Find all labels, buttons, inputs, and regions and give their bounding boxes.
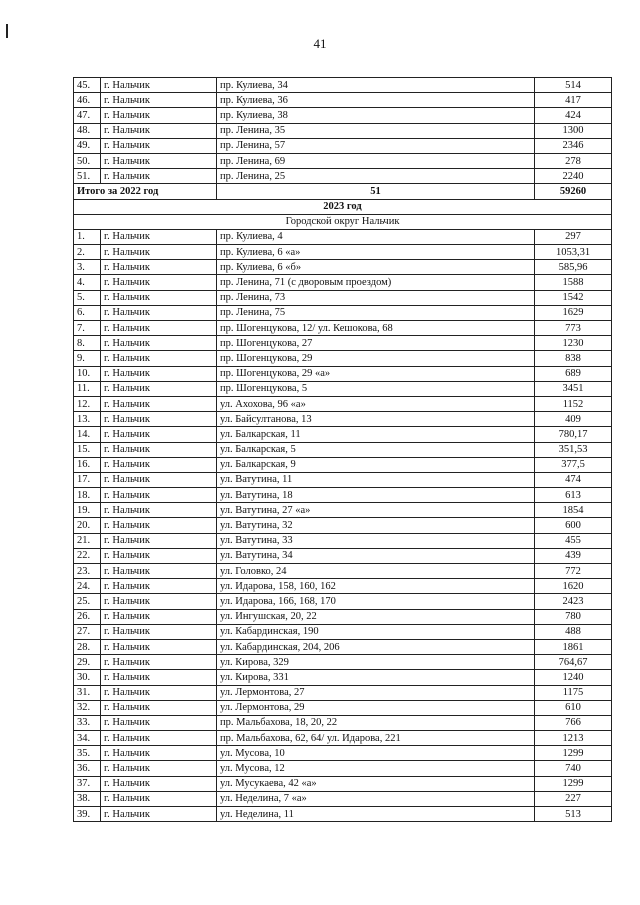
row-city: г. Нальчик bbox=[101, 624, 217, 639]
row-city: г. Нальчик bbox=[101, 776, 217, 791]
row-address: ул. Ингушская, 20, 22 bbox=[217, 609, 535, 624]
row-address: пр. Ленина, 35 bbox=[217, 123, 535, 138]
row-area: 1299 bbox=[535, 776, 612, 791]
row-area: 227 bbox=[535, 791, 612, 806]
row-city: г. Нальчик bbox=[101, 746, 217, 761]
row-number: 45. bbox=[74, 78, 101, 93]
row-city: г. Нальчик bbox=[101, 442, 217, 457]
table-row bbox=[74, 579, 612, 594]
row-area: 1629 bbox=[535, 305, 612, 320]
table-row bbox=[74, 245, 612, 260]
row-city: г. Нальчик bbox=[101, 472, 217, 487]
row-area: 740 bbox=[535, 761, 612, 776]
table-row bbox=[74, 366, 612, 381]
row-area: 1620 bbox=[535, 579, 612, 594]
row-address: пр. Кулиева, 6 «а» bbox=[217, 245, 535, 260]
total-area: 59260 bbox=[535, 184, 612, 199]
table-row bbox=[74, 78, 612, 93]
row-number: 24. bbox=[74, 579, 101, 594]
row-area: 488 bbox=[535, 624, 612, 639]
row-address: пр. Шогенцукова, 29 bbox=[217, 351, 535, 366]
row-address: пр. Ленина, 25 bbox=[217, 169, 535, 184]
row-number: 7. bbox=[74, 321, 101, 336]
row-city: г. Нальчик bbox=[101, 700, 217, 715]
row-number: 20. bbox=[74, 518, 101, 533]
row-area: 585,96 bbox=[535, 260, 612, 275]
row-city: г. Нальчик bbox=[101, 366, 217, 381]
row-number: 18. bbox=[74, 488, 101, 503]
row-city: г. Нальчик bbox=[101, 579, 217, 594]
table-row bbox=[74, 685, 612, 700]
row-area: 514 bbox=[535, 78, 612, 93]
row-area: 1053,31 bbox=[535, 245, 612, 260]
table-row bbox=[74, 761, 612, 776]
row-address: пр. Кулиева, 6 «б» bbox=[217, 260, 535, 275]
row-area: 1300 bbox=[535, 123, 612, 138]
row-area: 1299 bbox=[535, 746, 612, 761]
row-area: 1240 bbox=[535, 670, 612, 685]
table-row bbox=[74, 412, 612, 427]
table-row bbox=[74, 427, 612, 442]
district-header: Городской округ Нальчик bbox=[74, 214, 612, 229]
row-area: 1588 bbox=[535, 275, 612, 290]
row-city: г. Нальчик bbox=[101, 336, 217, 351]
row-number: 35. bbox=[74, 746, 101, 761]
row-area: 424 bbox=[535, 108, 612, 123]
row-number: 29. bbox=[74, 655, 101, 670]
table-row bbox=[74, 472, 612, 487]
row-number: 38. bbox=[74, 791, 101, 806]
table-row bbox=[74, 381, 612, 396]
rows-2023 bbox=[74, 229, 612, 821]
row-area: 1854 bbox=[535, 503, 612, 518]
table-row bbox=[74, 731, 612, 746]
row-number: 5. bbox=[74, 290, 101, 305]
row-area: 455 bbox=[535, 533, 612, 548]
row-address: пр. Ленина, 69 bbox=[217, 153, 535, 168]
row-number: 13. bbox=[74, 412, 101, 427]
table-row bbox=[74, 609, 612, 624]
row-city: г. Нальчик bbox=[101, 229, 217, 244]
row-number: 17. bbox=[74, 472, 101, 487]
table-row bbox=[74, 108, 612, 123]
table-row bbox=[74, 93, 612, 108]
table-row bbox=[74, 290, 612, 305]
row-number: 22. bbox=[74, 548, 101, 563]
summary-block bbox=[74, 184, 612, 230]
row-address: пр. Шогенцукова, 27 bbox=[217, 336, 535, 351]
row-number: 16. bbox=[74, 457, 101, 472]
row-area: 351,53 bbox=[535, 442, 612, 457]
table-row bbox=[74, 746, 612, 761]
row-city: г. Нальчик bbox=[101, 685, 217, 700]
row-number: 34. bbox=[74, 731, 101, 746]
table-row bbox=[74, 305, 612, 320]
row-address: ул. Ватутина, 11 bbox=[217, 472, 535, 487]
row-number: 49. bbox=[74, 138, 101, 153]
table-row bbox=[74, 503, 612, 518]
row-number: 12. bbox=[74, 396, 101, 411]
row-number: 8. bbox=[74, 336, 101, 351]
row-address: ул. Ахохова, 96 «а» bbox=[217, 396, 535, 411]
row-address: ул. Мусова, 12 bbox=[217, 761, 535, 776]
row-area: 1152 bbox=[535, 396, 612, 411]
row-number: 15. bbox=[74, 442, 101, 457]
table-row bbox=[74, 700, 612, 715]
row-city: г. Нальчик bbox=[101, 670, 217, 685]
table-row bbox=[74, 229, 612, 244]
row-area: 780,17 bbox=[535, 427, 612, 442]
row-number: 23. bbox=[74, 564, 101, 579]
row-city: г. Нальчик bbox=[101, 594, 217, 609]
row-city: г. Нальчик bbox=[101, 275, 217, 290]
row-area: 838 bbox=[535, 351, 612, 366]
row-address: пр. Ленина, 73 bbox=[217, 290, 535, 305]
row-area: 780 bbox=[535, 609, 612, 624]
row-city: г. Нальчик bbox=[101, 78, 217, 93]
row-area: 613 bbox=[535, 488, 612, 503]
row-city: г. Нальчик bbox=[101, 655, 217, 670]
row-area: 1542 bbox=[535, 290, 612, 305]
row-number: 32. bbox=[74, 700, 101, 715]
row-city: г. Нальчик bbox=[101, 351, 217, 366]
table-row bbox=[74, 442, 612, 457]
row-number: 47. bbox=[74, 108, 101, 123]
row-area: 610 bbox=[535, 700, 612, 715]
row-area: 409 bbox=[535, 412, 612, 427]
row-number: 9. bbox=[74, 351, 101, 366]
row-city: г. Нальчик bbox=[101, 548, 217, 563]
row-city: г. Нальчик bbox=[101, 169, 217, 184]
row-address: ул. Неделина, 7 «а» bbox=[217, 791, 535, 806]
row-area: 278 bbox=[535, 153, 612, 168]
row-number: 37. bbox=[74, 776, 101, 791]
row-number: 3. bbox=[74, 260, 101, 275]
table-row bbox=[74, 488, 612, 503]
row-address: ул. Лермонтова, 27 bbox=[217, 685, 535, 700]
table-row bbox=[74, 639, 612, 654]
row-address: пр. Мальбахова, 18, 20, 22 bbox=[217, 715, 535, 730]
row-number: 27. bbox=[74, 624, 101, 639]
row-area: 513 bbox=[535, 807, 612, 822]
row-address: ул. Кирова, 329 bbox=[217, 655, 535, 670]
row-address: ул. Кабардинская, 190 bbox=[217, 624, 535, 639]
row-number: 19. bbox=[74, 503, 101, 518]
row-number: 28. bbox=[74, 639, 101, 654]
row-area: 766 bbox=[535, 715, 612, 730]
row-city: г. Нальчик bbox=[101, 305, 217, 320]
row-number: 50. bbox=[74, 153, 101, 168]
row-address: пр. Шогенцукова, 12/ ул. Кешокова, 68 bbox=[217, 321, 535, 336]
row-city: г. Нальчик bbox=[101, 108, 217, 123]
row-number: 39. bbox=[74, 807, 101, 822]
registry-table bbox=[73, 77, 612, 822]
table-row bbox=[74, 169, 612, 184]
row-city: г. Нальчик bbox=[101, 518, 217, 533]
row-address: ул. Ватутина, 32 bbox=[217, 518, 535, 533]
row-city: г. Нальчик bbox=[101, 412, 217, 427]
row-number: 46. bbox=[74, 93, 101, 108]
row-address: ул. Идарова, 166, 168, 170 bbox=[217, 594, 535, 609]
table-row bbox=[74, 396, 612, 411]
row-number: 1. bbox=[74, 229, 101, 244]
row-city: г. Нальчик bbox=[101, 807, 217, 822]
row-city: г. Нальчик bbox=[101, 381, 217, 396]
row-number: 6. bbox=[74, 305, 101, 320]
row-address: пр. Шогенцукова, 5 bbox=[217, 381, 535, 396]
row-city: г. Нальчик bbox=[101, 761, 217, 776]
row-city: г. Нальчик bbox=[101, 123, 217, 138]
total-count: 51 bbox=[217, 184, 535, 199]
row-number: 33. bbox=[74, 715, 101, 730]
district-header-row bbox=[74, 214, 612, 229]
row-city: г. Нальчик bbox=[101, 321, 217, 336]
table-row bbox=[74, 457, 612, 472]
row-address: ул. Кирова, 331 bbox=[217, 670, 535, 685]
row-address: ул. Балкарская, 9 bbox=[217, 457, 535, 472]
row-number: 4. bbox=[74, 275, 101, 290]
row-address: пр. Ленина, 75 bbox=[217, 305, 535, 320]
table-row bbox=[74, 321, 612, 336]
table-row bbox=[74, 776, 612, 791]
row-city: г. Нальчик bbox=[101, 93, 217, 108]
table-row bbox=[74, 807, 612, 822]
row-area: 417 bbox=[535, 93, 612, 108]
row-area: 1861 bbox=[535, 639, 612, 654]
table-row bbox=[74, 275, 612, 290]
row-number: 21. bbox=[74, 533, 101, 548]
row-address: пр. Мальбахова, 62, 64/ ул. Идарова, 221 bbox=[217, 731, 535, 746]
row-address: ул. Байсултанова, 13 bbox=[217, 412, 535, 427]
row-address: ул. Идарова, 158, 160, 162 bbox=[217, 579, 535, 594]
row-area: 764,67 bbox=[535, 655, 612, 670]
table-row bbox=[74, 670, 612, 685]
row-address: пр. Кулиева, 34 bbox=[217, 78, 535, 93]
row-address: пр. Ленина, 71 (с дворовым проездом) bbox=[217, 275, 535, 290]
row-area: 377,5 bbox=[535, 457, 612, 472]
table-row bbox=[74, 153, 612, 168]
row-city: г. Нальчик bbox=[101, 639, 217, 654]
row-number: 31. bbox=[74, 685, 101, 700]
table-row bbox=[74, 548, 612, 563]
row-area: 2423 bbox=[535, 594, 612, 609]
table-row bbox=[74, 564, 612, 579]
row-area: 1175 bbox=[535, 685, 612, 700]
row-city: г. Нальчик bbox=[101, 503, 217, 518]
table-row bbox=[74, 624, 612, 639]
row-address: ул. Балкарская, 5 bbox=[217, 442, 535, 457]
row-area: 1213 bbox=[535, 731, 612, 746]
row-number: 25. bbox=[74, 594, 101, 609]
table-row bbox=[74, 336, 612, 351]
row-city: г. Нальчик bbox=[101, 488, 217, 503]
row-area: 600 bbox=[535, 518, 612, 533]
row-area: 3451 bbox=[535, 381, 612, 396]
page-number: 41 bbox=[313, 36, 327, 51]
row-area: 474 bbox=[535, 472, 612, 487]
row-city: г. Нальчик bbox=[101, 260, 217, 275]
row-number: 30. bbox=[74, 670, 101, 685]
row-city: г. Нальчик bbox=[101, 427, 217, 442]
row-address: ул. Мусукаева, 42 «а» bbox=[217, 776, 535, 791]
row-number: 2. bbox=[74, 245, 101, 260]
row-area: 772 bbox=[535, 564, 612, 579]
row-city: г. Нальчик bbox=[101, 396, 217, 411]
table-row bbox=[74, 533, 612, 548]
table-row bbox=[74, 123, 612, 138]
row-city: г. Нальчик bbox=[101, 457, 217, 472]
row-city: г. Нальчик bbox=[101, 731, 217, 746]
table-row bbox=[74, 260, 612, 275]
row-address: ул. Головко, 24 bbox=[217, 564, 535, 579]
row-number: 11. bbox=[74, 381, 101, 396]
row-address: ул. Мусова, 10 bbox=[217, 746, 535, 761]
row-number: 51. bbox=[74, 169, 101, 184]
row-address: пр. Кулиева, 38 bbox=[217, 108, 535, 123]
row-address: ул. Кабардинская, 204, 206 bbox=[217, 639, 535, 654]
row-area: 439 bbox=[535, 548, 612, 563]
row-address: пр. Кулиева, 36 bbox=[217, 93, 535, 108]
row-address: ул. Неделина, 11 bbox=[217, 807, 535, 822]
row-address: пр. Ленина, 57 bbox=[217, 138, 535, 153]
row-address: ул. Ватутина, 27 «а» bbox=[217, 503, 535, 518]
row-city: г. Нальчик bbox=[101, 715, 217, 730]
row-address: пр. Кулиева, 4 bbox=[217, 229, 535, 244]
table-row bbox=[74, 594, 612, 609]
row-city: г. Нальчик bbox=[101, 791, 217, 806]
row-address: ул. Ватутина, 34 bbox=[217, 548, 535, 563]
row-area: 1230 bbox=[535, 336, 612, 351]
row-address: ул. Лермонтова, 29 bbox=[217, 700, 535, 715]
row-city: г. Нальчик bbox=[101, 533, 217, 548]
row-address: ул. Ватутина, 33 bbox=[217, 533, 535, 548]
year-header-row bbox=[74, 199, 612, 214]
row-number: 36. bbox=[74, 761, 101, 776]
row-area: 297 bbox=[535, 229, 612, 244]
table-row bbox=[74, 351, 612, 366]
row-address: ул. Балкарская, 11 bbox=[217, 427, 535, 442]
row-city: г. Нальчик bbox=[101, 564, 217, 579]
rows-2022 bbox=[74, 78, 612, 184]
total-label: Итого за 2022 год bbox=[74, 184, 217, 199]
table-row bbox=[74, 138, 612, 153]
row-number: 26. bbox=[74, 609, 101, 624]
table-row bbox=[74, 655, 612, 670]
table-row bbox=[74, 518, 612, 533]
row-city: г. Нальчик bbox=[101, 153, 217, 168]
row-city: г. Нальчик bbox=[101, 609, 217, 624]
row-area: 773 bbox=[535, 321, 612, 336]
row-city: г. Нальчик bbox=[101, 245, 217, 260]
row-number: 14. bbox=[74, 427, 101, 442]
row-number: 10. bbox=[74, 366, 101, 381]
row-number: 48. bbox=[74, 123, 101, 138]
table-row bbox=[74, 715, 612, 730]
row-area: 689 bbox=[535, 366, 612, 381]
row-city: г. Нальчик bbox=[101, 138, 217, 153]
row-area: 2240 bbox=[535, 169, 612, 184]
row-address: ул. Ватутина, 18 bbox=[217, 488, 535, 503]
row-city: г. Нальчик bbox=[101, 290, 217, 305]
total-2022-row bbox=[74, 184, 612, 199]
row-area: 2346 bbox=[535, 138, 612, 153]
row-address: пр. Шогенцукова, 29 «а» bbox=[217, 366, 535, 381]
year-header: 2023 год bbox=[74, 199, 612, 214]
table-row bbox=[74, 791, 612, 806]
